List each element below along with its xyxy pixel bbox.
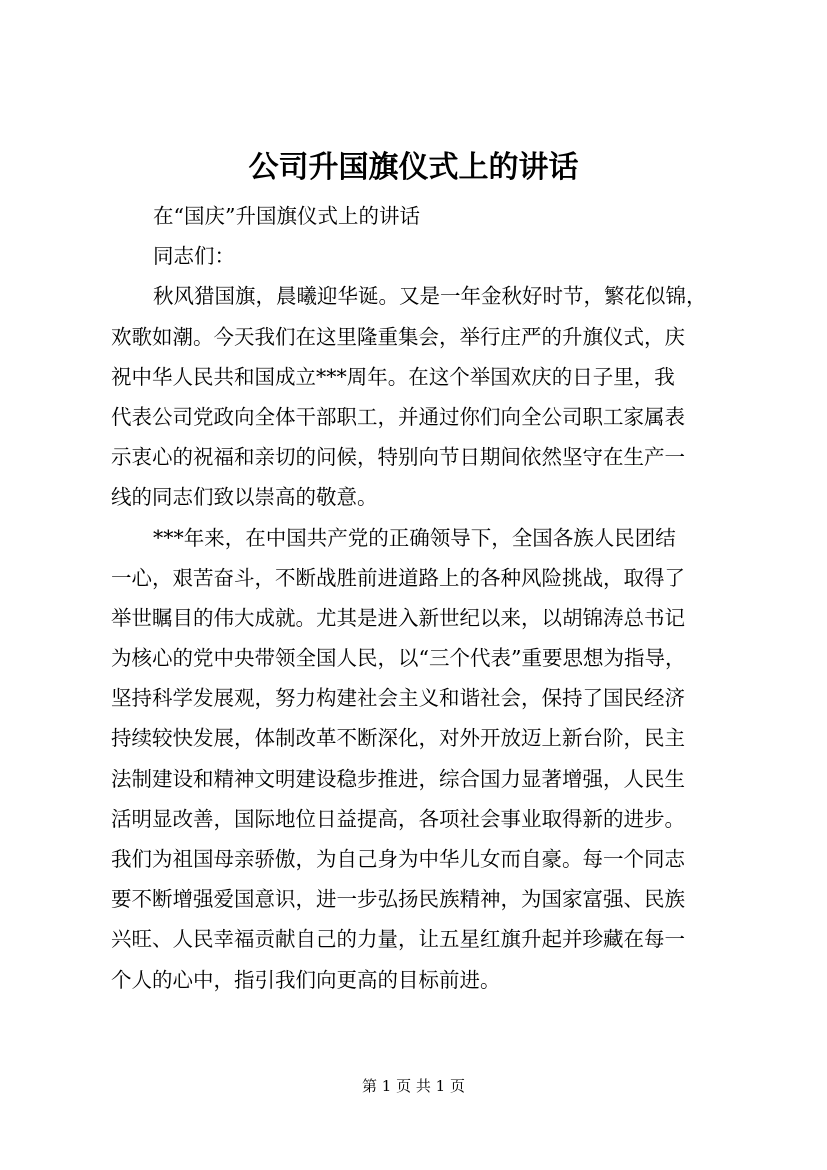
document-title: 公司升国旗仪式上的讲话 — [248, 150, 579, 185]
paragraph-line: 祝中华人民共和国成立***周年。在这个举国欢庆的日子里，我 — [111, 364, 675, 389]
paragraph-line: 为核心的党中央带领全国人民，以“三个代表”重要思想为指导， — [111, 646, 686, 671]
paragraph-line: 秋风猎国旗，晨曦迎华诞。又是一年金秋好时节，繁花似锦， — [153, 284, 707, 309]
paragraph-line: 举世瞩目的伟大成就。尤其是进入新世纪以来，以胡锦涛总书记 — [111, 605, 685, 630]
paragraph-line: 坚持科学发展观，努力构建社会主义和谐社会，保持了国民经济 — [111, 686, 685, 711]
paragraph-line: ***年来，在中国共产党的正确领导下，全国各族人民团结 — [153, 525, 676, 550]
salutation-line: 同志们： — [153, 244, 235, 269]
paragraph-line: 持续较快发展，体制改革不断深化，对外开放迈上新台阶，民主 — [111, 726, 685, 751]
paragraph-line: 法制建设和精神文明建设稳步推进，综合国力显著增强，人民生 — [111, 766, 685, 791]
paragraph-line: 兴旺、人民幸福贡献自己的力量，让五星红旗升起并珍藏在每一 — [111, 927, 685, 952]
paragraph-line: 一心，艰苦奋斗，不断战胜前进道路上的各种风险挑战，取得了 — [111, 565, 685, 590]
paragraph-line: 线的同志们致以崇高的敬意。 — [111, 485, 378, 510]
paragraph-line: 示衷心的祝福和亲切的问候，特别向节日期间依然坚守在生产一 — [111, 445, 685, 470]
document-body — [111, 196, 733, 1000]
paragraph-line: 要不断增强爱国意识，进一步弘扬民族精神，为国家富强、民族 — [111, 887, 685, 912]
paragraph-line: 个人的心中，指引我们向更高的目标前进。 — [111, 967, 501, 992]
subtitle-line: 在“国庆”升国旗仪式上的讲话 — [153, 204, 420, 228]
page-number-footer: 第 1 页 共 1 页 — [362, 1077, 465, 1095]
paragraph-line: 活明显改善，国际地位日益提高，各项社会事业取得新的进步。 — [111, 806, 685, 831]
paragraph-line: 我们为祖国母亲骄傲，为自己身为中华儿女而自豪。每一个同志 — [111, 847, 685, 871]
paragraph-line: 代表公司党政向全体干部职工，并通过你们向全公司职工家属表 — [111, 404, 685, 429]
paragraph-line: 欢歌如潮。今天我们在这里隆重集会，举行庄严的升旗仪式，庆 — [111, 324, 685, 349]
